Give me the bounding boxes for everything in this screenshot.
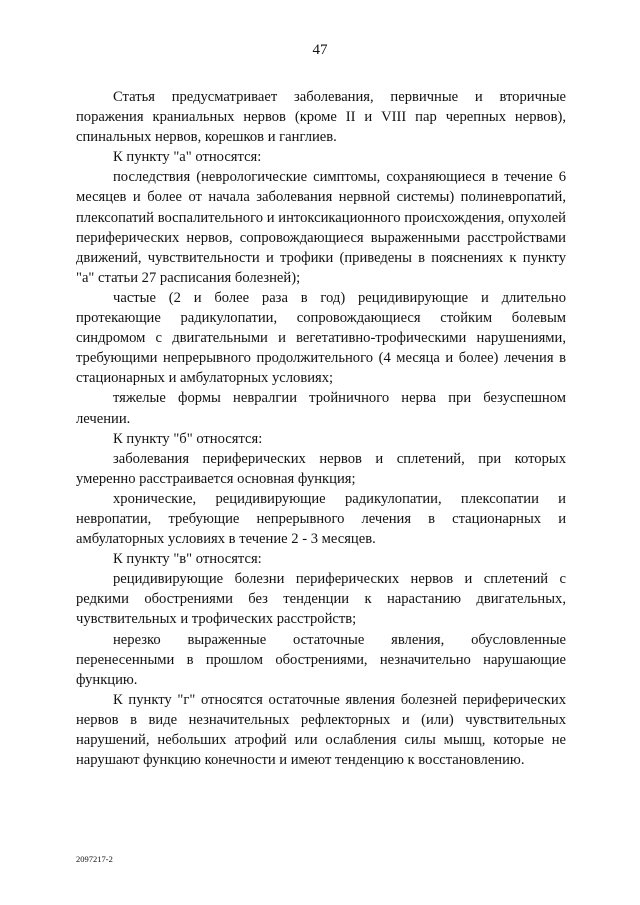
paragraph-b-2: хронические, рецидивирующие радикулопатии, плексопатии и невропатии, требующие непрерывного лечения в стационарных и амбулаторных условиях в течение 2 - 3 месяцев. [76,490,566,548]
paragraph-a-3: тяжелые формы невралгии тройничного нерва при безуспешном лечении. [76,390,566,427]
body-text [76,87,566,770]
paragraph-v-2: нерезко выраженные остаточные явления, обусловленные перенесенными в прошлом обострениями, незначительно нарушающие функцию. [76,631,566,688]
paragraph-a-2: частые (2 и более раза в год) рецидивирующие и длительно протекающие радикулопатии, сопровождающиеся стойким болевым синдромом с двигательными и вегетативно-трофическими нарушениями, требующими непрерывного продолжительного (4 месяца и более) лечения в стационарных и амбулаторных условиях; [76,289,566,387]
paragraph-b-1: заболевания периферических нервов и сплетений, при которых умеренно расстраивается основная функция; [76,450,566,487]
paragraph-heading-b: К пункту "б" относятся: [113,430,263,447]
footer-code: 2097217-2 [76,854,113,864]
paragraph-heading-v: К пункту "в" относятся: [113,551,262,568]
paragraph-intro: Статья предусматривает заболевания, первичные и вторичные поражения краниальных нервов (кроме II и VIII пар черепных нервов), спинальных нервов, корешков и ганглиев. [76,89,566,146]
paragraph-g: К пункту "г" относятся остаточные явления болезней периферических нервов в виде незначительных рефлекторных и (или) чувствительных нарушений, небольших атрофий или ослабления силы мышц, которые не нарушают функцию конечности и имеют тенденцию к восстановлению. [76,691,566,769]
paragraph-heading-a: К пункту "а" относятся: [113,149,262,166]
paragraph-v-1: рецидивирующие болезни периферических нервов и сплетений с редкими обострениями без тенденции к нарастанию двигательных, чувствительных и трофических расстройств; [76,571,566,628]
paragraph-a-1: последствия (неврологические симптомы, сохраняющиеся в течение 6 месяцев и более от начала заболевания нервной системы) полиневропатий, плексопатий воспалительного и интоксикационного происхождения, опухолей периферических нервов, сопровождающиеся выраженными расстройствами движений, чувствительности и трофики (приведены в пояснениях к пункту "а" статьи 27 расписания болезней); [76,169,566,286]
page-number: 47 [312,42,328,58]
